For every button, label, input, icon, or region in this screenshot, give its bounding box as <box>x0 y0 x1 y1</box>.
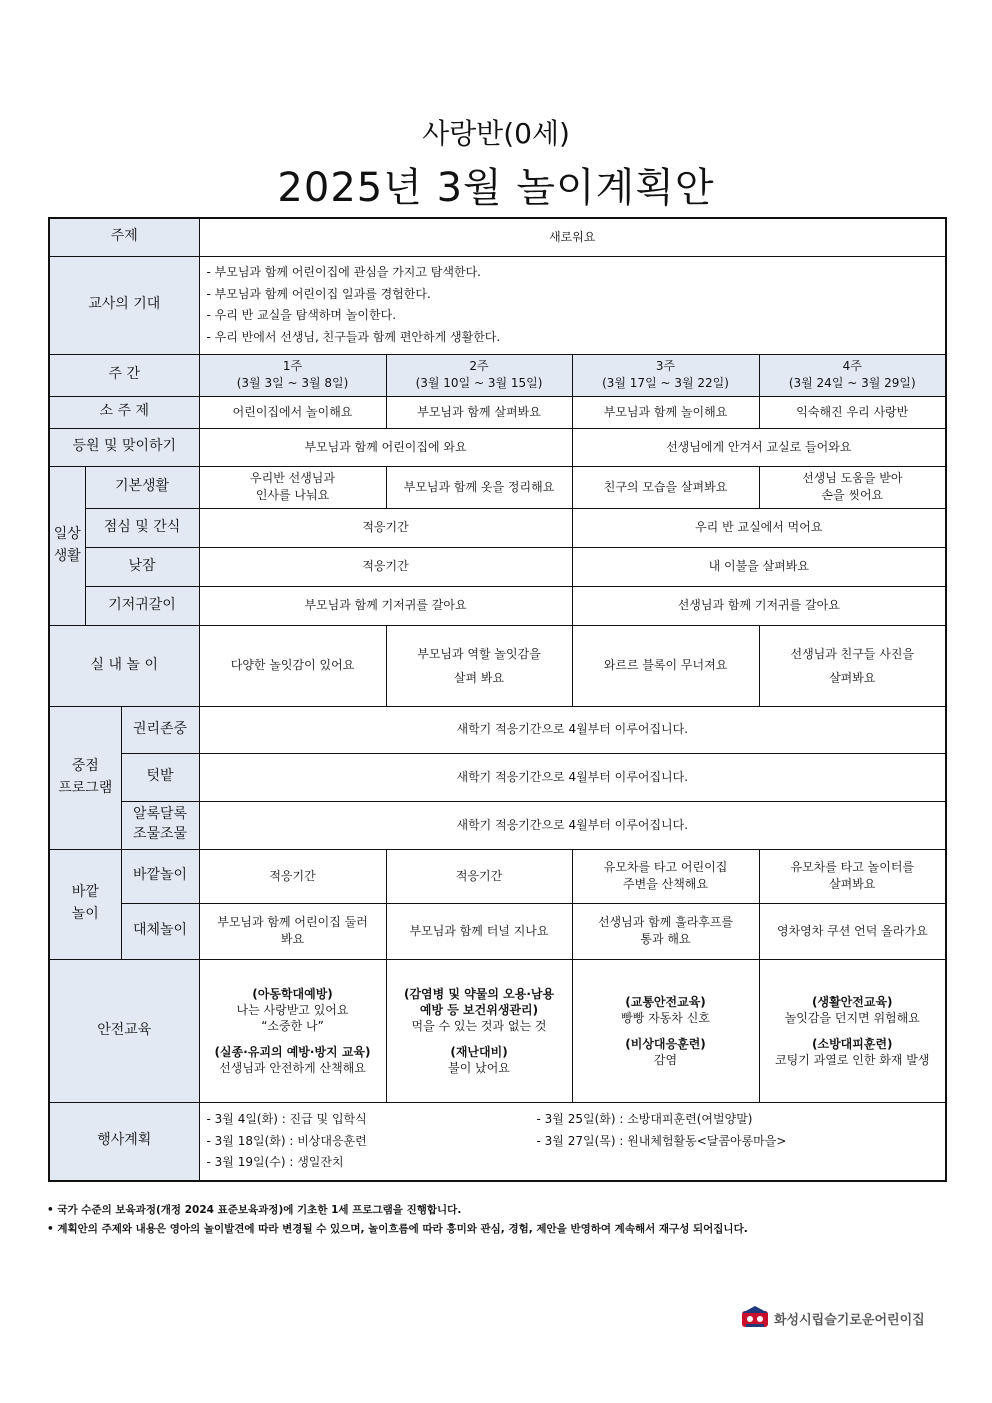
daily-basic-row <box>49 466 946 508</box>
focus-rights-label: 권리존중 <box>121 706 199 753</box>
theme-label: 주제 <box>49 218 199 256</box>
outdoor-group-label: 바깥 놀이 <box>49 849 121 959</box>
daily-life-group-label: 일상 생활 <box>49 466 85 625</box>
daily-diaper-first-half: 부모님과 함께 기저귀를 갈아요 <box>199 586 572 625</box>
safety-label: 안전교육 <box>49 959 199 1102</box>
focus-rights-value: 새학기 적응기간으로 4월부터 이루어집니다. <box>199 706 946 753</box>
daily-basic-week-3: 친구의 모습을 살펴봐요 <box>572 466 759 508</box>
focus-garden-value: 새학기 적응기간으로 4월부터 이루어집니다. <box>199 753 946 801</box>
daily-basic-label: 기본생활 <box>85 466 199 508</box>
notes <box>47 1201 748 1239</box>
indoor-week-3: 와르르 블록이 무너져요 <box>572 625 759 706</box>
daycare-name: 화성시립슬기로운어린이집 <box>774 1312 925 1328</box>
daily-diaper-second-half: 선생님과 함께 기저귀를 갈아요 <box>572 586 946 625</box>
theme-row <box>49 218 946 256</box>
expectation-item: - 부모님과 함께 어린이집 일과를 경험한다. <box>206 286 431 301</box>
arrival-row <box>49 428 946 466</box>
event-item: - 3월 25일(화) : 소방대피훈련(여벌양말) <box>536 1112 753 1126</box>
weeks-label: 주 간 <box>49 354 199 396</box>
indoor-week-1: 다양한 놀잇감이 있어요 <box>199 625 386 706</box>
subtheme-week-3: 부모님과 함께 놀이해요 <box>572 396 759 428</box>
expectation-item: - 부모님과 함께 어린이집에 관심을 가지고 탐색한다. <box>206 265 481 279</box>
subtheme-week-4: 익숙해진 우리 사랑반 <box>759 396 946 428</box>
expectations-content <box>199 256 946 354</box>
indoor-week-2: 부모님과 역할 놀잇감을 살펴 봐요 <box>386 625 572 706</box>
plan-title: 2025년 3월 놀이계획안 <box>277 165 715 211</box>
week-header-2: 2주 (3월 10일 ~ 3월 15일) <box>386 354 572 396</box>
note-item: • 국가 수준의 보육과정(개정 2024 표준보육과정)에 기초한 1세 프로그램을 진행합니다. <box>47 1204 462 1216</box>
arrival-second-half: 선생님에게 안겨서 교실로 들어와요 <box>572 428 946 466</box>
week-header-1: 1주 (3월 3일 ~ 3월 8일) <box>199 354 386 396</box>
daily-meal-label: 점심 및 간식 <box>85 508 199 547</box>
safety-week-4: (생활안전교육) 놀잇감을 던지면 위험해요 (소방대피훈련) 코팅기 과열로 인한 화재 발생 <box>759 959 946 1102</box>
daily-nap-row <box>49 547 946 586</box>
daily-meal-second-half: 우리 반 교실에서 먹어요 <box>572 508 946 547</box>
footer <box>740 1305 925 1331</box>
event-item: - 3월 4일(화) : 진급 및 입학식 <box>206 1112 367 1126</box>
outdoor-alternative-label: 대체놀이 <box>121 903 199 959</box>
outdoor-alternative-week-1: 부모님과 함께 어린이집 둘러 봐요 <box>199 903 386 959</box>
indoor-week-4: 선생님과 친구들 사진을 살펴봐요 <box>759 625 946 706</box>
indoor-label: 실 내 놀 이 <box>49 625 199 706</box>
outdoor-alternative-week-2: 부모님과 함께 터널 지나요 <box>386 903 572 959</box>
focus-rights-row <box>49 706 946 753</box>
expectations-row <box>49 256 946 354</box>
weeks-row <box>49 354 946 396</box>
arrival-first-half: 부모님과 함께 어린이집에 와요 <box>199 428 572 466</box>
daily-basic-week-2: 부모님과 함께 옷을 정리해요 <box>386 466 572 508</box>
focus-colorful-value: 새학기 적응기간으로 4월부터 이루어집니다. <box>199 801 946 849</box>
outdoor-outside-label: 바깥놀이 <box>121 849 199 903</box>
outdoor-alternative-row <box>49 903 946 959</box>
safety-row <box>49 959 946 1102</box>
focus-colorful-label: 알록달록 조물조물 <box>121 801 199 849</box>
daily-meal-first-half: 적응기간 <box>199 508 572 547</box>
theme-value: 새로워요 <box>199 218 946 256</box>
focus-garden-label: 텃밭 <box>121 753 199 801</box>
week-header-3: 3주 (3월 17일 ~ 3월 22일) <box>572 354 759 396</box>
arrival-label: 등원 및 맞이하기 <box>49 428 199 466</box>
expectation-item: - 우리 반에서 선생님, 친구들과 함께 편안하게 생활한다. <box>206 329 501 344</box>
events-content <box>199 1102 946 1181</box>
daily-meal-row <box>49 508 946 547</box>
outdoor-outside-row <box>49 849 946 903</box>
events-row <box>49 1102 946 1181</box>
event-item: - 3월 27일(목) : 원내체험활동<달콤아롱마을> <box>536 1133 787 1148</box>
daily-diaper-row <box>49 586 946 625</box>
subtheme-week-2: 부모님과 함께 살펴봐요 <box>386 396 572 428</box>
note-item: • 계획안의 주제와 내용은 영아의 놀이발견에 따라 변경될 수 있으며, 놀이흐름에 따라 흥미와 관심, 경험, 제안을 반영하여 계속해서 재구성 되어집니다. <box>47 1223 748 1235</box>
outdoor-outside-week-1: 적응기간 <box>199 849 386 903</box>
daily-basic-week-4: 선생님 도움을 받아 손을 씻어요 <box>759 466 946 508</box>
safety-week-3: (교통안전교육) 빵빵 자동차 신호 (비상대응훈련) 감염 <box>572 959 759 1102</box>
daycare-logo-icon <box>740 1305 770 1331</box>
focus-colorful-row <box>49 801 946 849</box>
subtheme-row <box>49 396 946 428</box>
daily-nap-second-half: 내 이불을 살펴봐요 <box>572 547 946 586</box>
safety-week-1: (아동학대예방) 나는 사랑받고 있어요 “소중한 나” (실종·유괴의 예방·방지 교육) 선생님과 안전하게 산책해요 <box>199 959 386 1102</box>
daily-basic-week-1: 우리반 선생님과 인사를 나눠요 <box>199 466 386 508</box>
event-item: - 3월 19일(수) : 생일잔치 <box>206 1155 344 1169</box>
subtheme-label: 소 주 제 <box>49 396 199 428</box>
events-label: 행사계획 <box>49 1102 199 1181</box>
subtheme-week-1: 어린이집에서 놀이해요 <box>199 396 386 428</box>
play-plan-table <box>48 217 947 1182</box>
week-header-4: 4주 (3월 24일 ~ 3월 29일) <box>759 354 946 396</box>
expectation-item: - 우리 반 교실을 탐색하며 놀이한다. <box>206 308 397 322</box>
event-item: - 3월 18일(화) : 비상대응훈련 <box>206 1133 367 1148</box>
outdoor-outside-week-3: 유모차를 타고 어린이집 주변을 산책해요 <box>572 849 759 903</box>
events-left-column <box>207 1109 537 1174</box>
safety-week-2: (감염병 및 약물의 오용·남용 예방 등 보건위생관리) 먹을 수 있는 것과 없는 것 (재난대비) 불이 났어요 <box>386 959 572 1102</box>
expectations-label: 교사의 기대 <box>49 256 199 354</box>
focus-program-group-label: 중점 프로그램 <box>49 706 121 849</box>
events-right-column <box>537 1109 943 1174</box>
daily-nap-first-half: 적응기간 <box>199 547 572 586</box>
outdoor-outside-week-4: 유모차를 타고 놀이터를 살펴봐요 <box>759 849 946 903</box>
outdoor-alternative-week-3: 선생님과 함께 훌라후프를 통과 해요 <box>572 903 759 959</box>
outdoor-alternative-week-4: 영차영차 쿠션 언덕 올라가요 <box>759 903 946 959</box>
indoor-row <box>49 625 946 706</box>
class-name-title: 사랑반(0세) <box>422 117 570 150</box>
outdoor-outside-week-2: 적응기간 <box>386 849 572 903</box>
daily-nap-label: 낮잠 <box>85 547 199 586</box>
daily-diaper-label: 기저귀갈이 <box>85 586 199 625</box>
focus-garden-row <box>49 753 946 801</box>
